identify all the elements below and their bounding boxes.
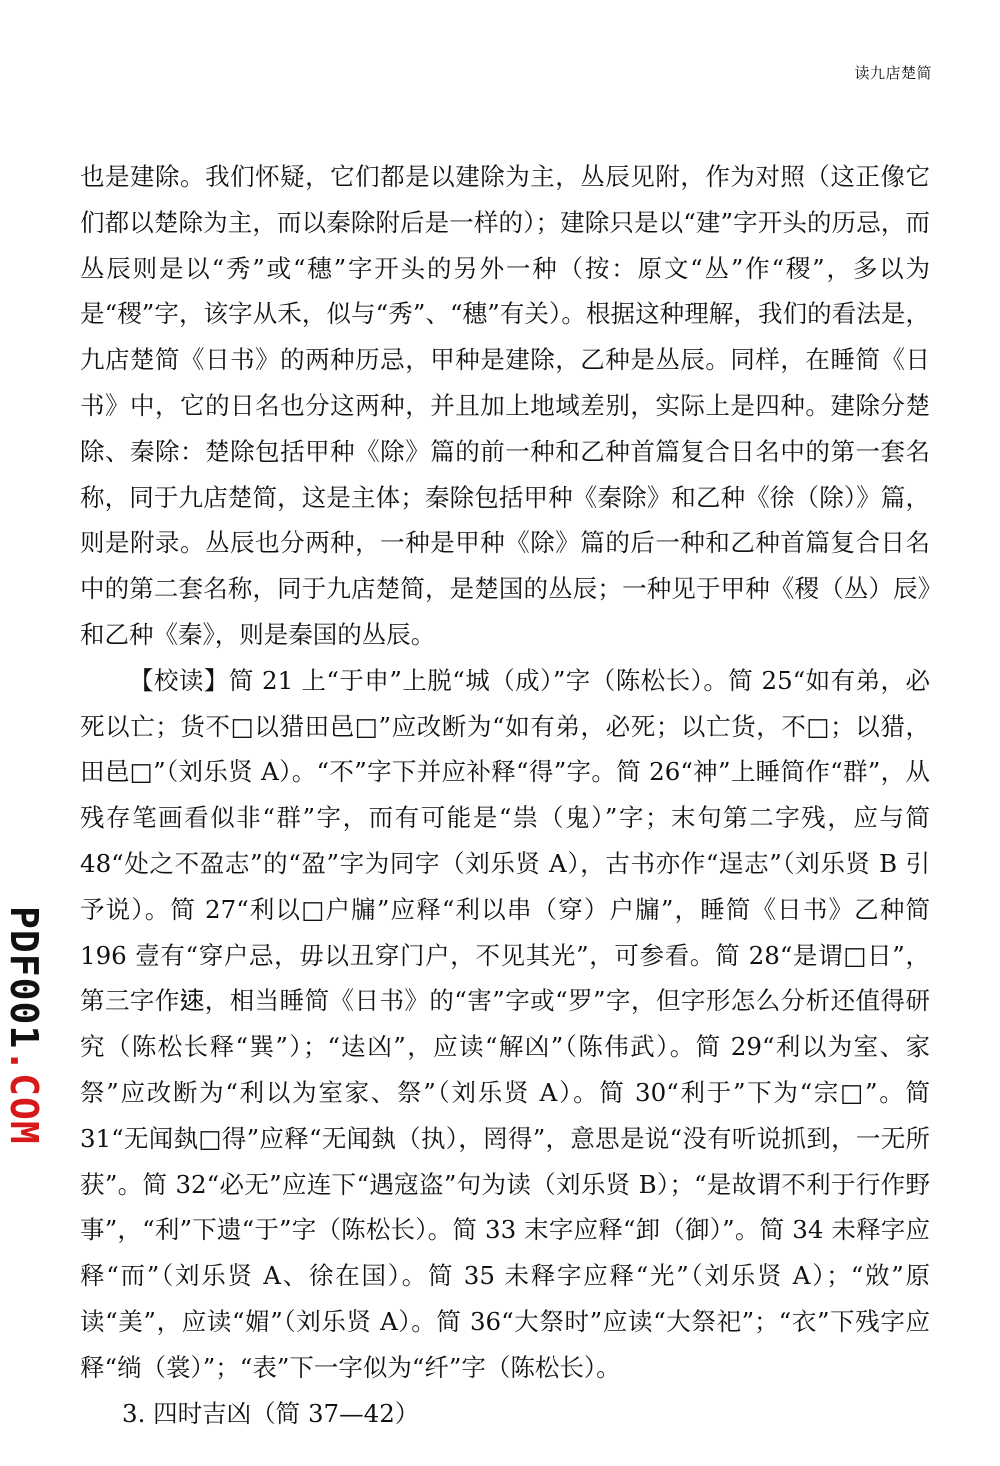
watermark	[2, 906, 46, 1158]
paragraph-collation-notes: 【校读】简 21 上“于申”上脱“城（成）”字（陈松长）。简 25“如有弟，必死以亡；货不□以猎田邑□”应改断为“如有弟，必死；以亡货，不□；以猎，田邑□”（刘乐贤 A）。“不”字下并应补释“得”字。简 26“神”上睡简作“群”，从残存笔画看似非“群”字，而有可能是“祟（鬼）”字；末句第二字残，应与简 48“处之不盈志”的“盈”字为同字（刘乐贤 A），古书亦作“逞志”（刘乐贤 B 引予说）。简 27“利以□户牖”应释“利以串（穿）户牖”，睡简《日书》乙种简 196 壹有“穿户忌，毋以丑穿门户，不见其光”，可参看。简 28“是谓□日”，第三字作𨒪，相当睡简《日书》的“害”字或“罗”字，但字形怎么分析还值得研究（陈松长释“巽”）；“迲凶”，应读“解凶”（陈伟武）。简 29“利以为室、家祭”应改断为“利以为室家、祭”（刘乐贤 A）。简 30“利于”下为“宗□”。简 31“无闻埶□得”应释“无闻埶（执），罔得”，意思是说“没有听说抓到，一无所获”。简 32“必无”应连下“遇寇盗”句为读（刘乐贤 B）；“是故谓不利于行作野事”，“利”下遗“于”字（陈松长）。简 33 末字应释“卸（御）”。简 34 未释字应释“而”（刘乐贤 A、徐在国）。简 35 未释字应释“光”（刘乐贤 A）；“敚”原读“美”，应读“媚”（刘乐贤 A）。简 36“大祭时”应读“大祭祀”；“衣”下残字应释“绱（裳）”；“表”下一字似为“纤”字（陈松长）。	[80, 665, 930, 1382]
section-heading: 3. 四时吉凶（简 37—42）	[122, 1398, 420, 1428]
paragraph-continuation: 也是建除。我们怀疑，它们都是以建除为主，丛辰见附，作为对照（这正像它们都以楚除为主，而以秦除附后是一样的）；建除只是以“建”字开头的历忌，而丛辰则是以“秀”或“穗”字开头的另外一种（按：原文“丛”作“稷”，多以为是“稷”字，该字从禾，似与“秀”、“穗”有关）。根据这种理解，我们的看法是，九店楚简《日书》的两种历忌，甲种是建除，乙种是丛辰。同样，在睡简《日书》中，它的日名也分这两种，并且加上地域差别，实际上是四种。建除分楚除、秦除：楚除包括甲种《除》篇的前一种和乙种首篇复合日名中的第一套名称，同于九店楚简，这是主体；秦除包括甲种《秦除》和乙种《徐（除）》篇，则是附录。丛辰也分两种，一种是甲种《除》篇的后一种和乙种首篇复合日名中的第二套名称，同于九店楚简，是楚国的丛辰；一种见于甲种《稷（丛）辰》和乙种《秦》，则是秦国的丛辰。	[80, 162, 930, 649]
main-text	[80, 154, 930, 1436]
watermark-part2: .COM	[2, 1049, 46, 1145]
running-header: 读九店楚简	[854, 64, 932, 82]
watermark-part1: PDF001	[2, 906, 46, 1050]
